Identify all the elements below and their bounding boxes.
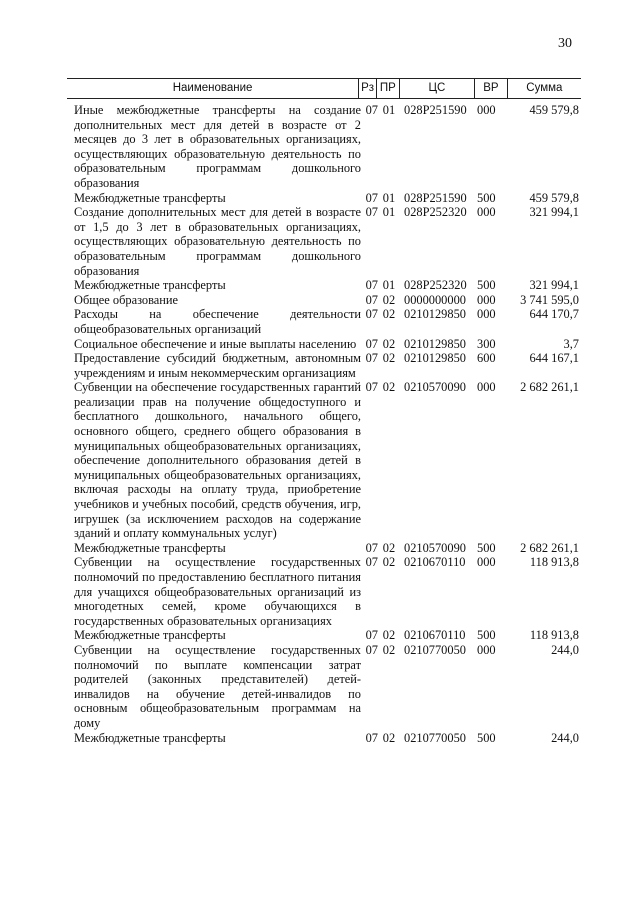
row-vr: 000: [477, 103, 496, 117]
row-pr: 02: [382, 336, 396, 351]
row-sum: 118 913,8: [529, 628, 579, 643]
row-rz: 07: [365, 380, 378, 395]
row-vr: 000: [477, 642, 496, 657]
row-name: Межбюджетные трансферты: [74, 730, 226, 745]
row-pr: 02: [382, 307, 396, 322]
table-row: [67, 541, 581, 556]
row-pr: 01: [382, 190, 396, 205]
row-sum: 118 913,8: [529, 555, 579, 570]
row-name: Субвенции на осуществление государственных полномочий по выплате компенсации затрат родителей (законных представителей) детей-инвалидов на обучение детей-инвалидов по основным общеобразовательным программам на дому: [74, 642, 361, 730]
row-pr: 01: [382, 278, 396, 293]
row-name: Межбюджетные трансферты: [74, 278, 226, 293]
row-pr: 02: [382, 292, 396, 307]
table-row: [67, 205, 581, 278]
row-cs: 0210670110: [404, 628, 466, 643]
row-pr: 01: [382, 205, 396, 220]
row-sum: 3,7: [563, 336, 579, 351]
header-pr: ПР: [377, 79, 400, 98]
table-row: [67, 103, 581, 191]
row-name: Создание дополнительных мест для детей в возрасте от 1,5 до 3 лет в образовательных организациях, осуществляющих образовательную деятельность по образовательным программам дошкольного образования: [74, 205, 361, 278]
row-rz: 07: [365, 336, 378, 351]
row-vr: 000: [477, 307, 496, 322]
row-name: Иные межбюджетные трансферты на создание дополнительных мест для детей в возрасте от 2 месяцев до 3 лет в образовательных организациях, осуществляющих образовательную деятельность по образовательным программам дошкольного образования: [74, 103, 361, 190]
row-pr: 02: [382, 555, 396, 570]
row-vr: 500: [477, 730, 496, 745]
table-row: [67, 731, 581, 746]
row-sum: 3 741 595,0: [520, 292, 579, 307]
row-rz: 07: [365, 307, 378, 322]
header-sum: Сумма: [526, 82, 563, 95]
row-cs: 0210670110: [404, 555, 466, 570]
table-header: [67, 78, 581, 99]
row-sum: 2 682 261,1: [520, 380, 579, 395]
row-vr: 500: [477, 628, 496, 643]
row-vr: 500: [477, 540, 496, 555]
table-row: [67, 293, 581, 308]
row-rz: 07: [365, 278, 378, 293]
row-name: Субвенции на обеспечение государственных гарантий реализации прав на получение общедоступного и бесплатного дошкольного, начального общего, основного общего, среднего общего образования в муниципальных общеобразовательных организациях, обеспечение дополнительного образования детей в муниципальных общеобразовательных организациях, включая расходы на оплату труда, приобретение учебников и учебных пособий, средств обучения, игр, игрушек (за исключением расходов на содержание зданий и оплату коммунальных услуг): [74, 380, 361, 541]
table-row: [67, 337, 581, 352]
row-cs: 0210129850: [404, 336, 466, 351]
row-cs: 028P251590: [404, 190, 467, 205]
row-vr: 500: [477, 190, 496, 205]
row-pr: 02: [382, 540, 396, 555]
row-name: Общее образование: [74, 292, 179, 307]
row-pr: 02: [382, 730, 396, 745]
row-pr: 02: [382, 351, 396, 366]
header-name: Наименование: [67, 79, 359, 98]
row-rz: 07: [365, 103, 378, 117]
row-name: Межбюджетные трансферты: [74, 628, 226, 643]
row-sum: 321 994,1: [529, 205, 579, 220]
row-rz: 07: [365, 190, 378, 205]
row-sum: 321 994,1: [529, 278, 579, 293]
row-cs: 028P252320: [404, 278, 467, 293]
table-row: [67, 307, 581, 336]
row-vr: 600: [477, 351, 496, 366]
row-vr: 000: [477, 292, 496, 307]
table-row: [67, 628, 581, 643]
row-cs: 0000000000: [404, 292, 466, 307]
row-name: Расходы на обеспечение деятельности общеобразовательных организаций: [74, 307, 361, 336]
row-rz: 07: [365, 540, 378, 555]
row-vr: 300: [477, 336, 496, 351]
row-vr: 000: [477, 205, 496, 220]
row-cs: 0210570090: [404, 540, 466, 555]
row-rz: 07: [365, 642, 378, 657]
table-row: [67, 278, 581, 293]
table-row: [67, 643, 581, 731]
table-body: [67, 99, 581, 745]
table-row: [67, 351, 581, 380]
row-name: Межбюджетные трансферты: [74, 540, 226, 555]
row-cs: 028P251590: [404, 103, 467, 117]
row-rz: 07: [365, 292, 378, 307]
row-name: Субвенции на осуществление государственных полномочий по предоставлению бесплатного питания для учащихся общеобразовательных организаций из многодетных семей, кроме обучающихся в государственных образовательных организациях: [74, 555, 361, 628]
row-rz: 07: [365, 351, 378, 366]
table-row: [67, 191, 581, 206]
header-vr: ВР: [475, 79, 508, 98]
row-vr: 000: [477, 380, 496, 395]
row-cs: 0210129850: [404, 307, 466, 322]
table-row: [67, 555, 581, 628]
row-pr: 02: [382, 642, 396, 657]
row-sum: 2 682 261,1: [520, 540, 579, 555]
row-sum: 459 579,8: [529, 190, 579, 205]
row-sum: 644 167,1: [529, 351, 579, 366]
row-pr: 02: [382, 380, 396, 395]
header-rz: Рз: [359, 79, 377, 98]
page-number: 30: [558, 36, 572, 51]
row-cs: 0210770050: [404, 730, 466, 745]
row-sum: 244,0: [551, 642, 579, 657]
row-sum: 459 579,8: [529, 103, 579, 117]
row-sum: 644 170,7: [529, 307, 579, 322]
header-cs: ЦС: [400, 79, 475, 98]
row-pr: 02: [382, 628, 396, 643]
row-cs: 0210770050: [404, 642, 466, 657]
row-rz: 07: [365, 205, 378, 220]
budget-table: [67, 78, 581, 745]
row-name: Социальное обеспечение и иные выплаты населению: [74, 336, 357, 351]
row-cs: 0210129850: [404, 351, 466, 366]
row-rz: 07: [365, 555, 378, 570]
row-rz: 07: [365, 730, 378, 745]
row-pr: 01: [382, 103, 396, 117]
row-cs: 028P252320: [404, 205, 467, 220]
row-name: Предоставление субсидий бюджетным, автономным учреждениям и иным некоммерческим организациям: [74, 351, 361, 380]
row-rz: 07: [365, 628, 378, 643]
row-name: Межбюджетные трансферты: [74, 190, 226, 205]
row-cs: 0210570090: [404, 380, 466, 395]
row-vr: 500: [477, 278, 496, 293]
row-sum: 244,0: [551, 730, 579, 745]
row-vr: 000: [477, 555, 496, 570]
table-row: [67, 380, 581, 541]
